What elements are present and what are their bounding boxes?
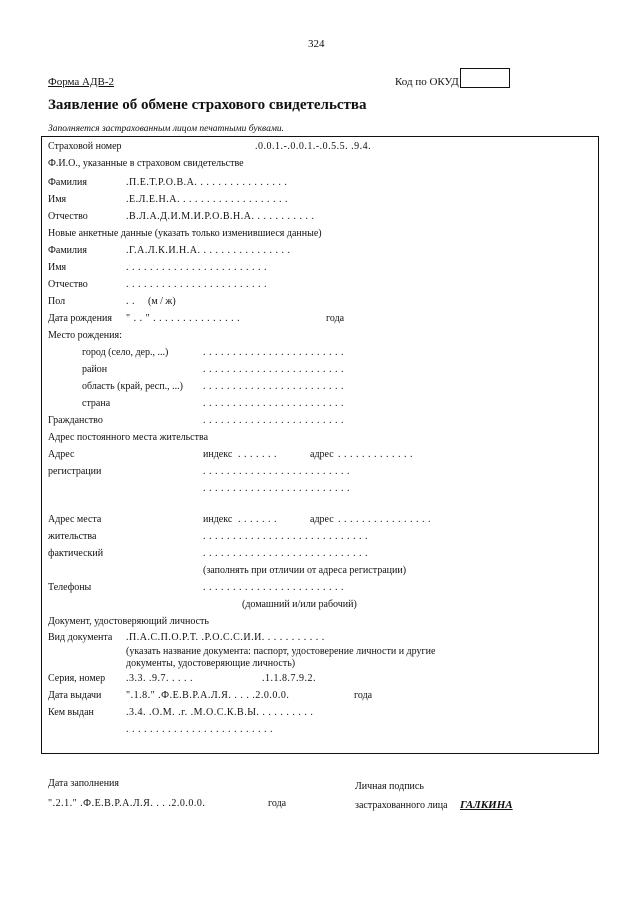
signature-field[interactable]: ГАЛКИНА bbox=[460, 799, 513, 811]
act-address-label-2: жительства bbox=[48, 531, 97, 542]
reg-index-label: индекс bbox=[203, 449, 233, 460]
birth-date-label: Дата рождения bbox=[48, 313, 112, 324]
act-address-hint: (заполнять при отличии от адреса регистрации) bbox=[203, 565, 407, 576]
doc-type-hint-2: документы, удостоверяющие личность) bbox=[126, 658, 296, 669]
insurance-number-field[interactable]: .0.0.1.-.0.0.1.-.0.5.5. .9.4. bbox=[255, 141, 372, 152]
signature-label: Личная подпись bbox=[355, 781, 424, 792]
act-index-label: индекс bbox=[203, 514, 233, 525]
fill-date-field[interactable]: ".2.1." .Ф.Е.В.Р.А.Л.Я. . . .2.0.0.0. bbox=[48, 798, 206, 809]
birth-date-field[interactable]: " . . " . . . . . . . . . . . . . . . bbox=[126, 313, 241, 324]
new-data-heading: Новые анкетные данные (указать только изменившиеся данные) bbox=[48, 228, 322, 239]
okud-code-box[interactable] bbox=[460, 68, 510, 88]
issuer-line-2[interactable]: . . . . . . . . . . . . . . . . . . . . . . . . . bbox=[126, 724, 273, 735]
sex-label: Пол bbox=[48, 296, 66, 307]
new-patronymic-label: Отчество bbox=[48, 279, 88, 290]
act-addr-line-2[interactable]: . . . . . . . . . . . . . . . . . . . . . . . . . . . . bbox=[203, 548, 368, 559]
birth-district-label: район bbox=[82, 364, 108, 375]
reg-index-field[interactable]: . . . . . . . bbox=[238, 449, 277, 460]
issuer-field[interactable]: .3.4. .О.М. .г. .М.О.С.К.В.Ы. . . . . . . . . . bbox=[126, 707, 314, 718]
new-name-field[interactable]: . . . . . . . . . . . . . . . . . . . . . . . . bbox=[126, 262, 267, 273]
doc-type-label: Вид документа bbox=[48, 632, 113, 643]
act-address-label: Адрес места bbox=[48, 514, 102, 525]
series-field[interactable]: .3.3. .9.7. . . . . bbox=[126, 673, 193, 684]
fio-heading: Ф.И.О., указанные в страховом свидетельстве bbox=[48, 158, 244, 169]
sex-hint: (м / ж) bbox=[148, 296, 176, 307]
doc-type-field[interactable]: .П.А.С.П.О.Р.Т. .Р.О.С.С.И.И. . . . . . . . . . . bbox=[126, 632, 325, 643]
old-patronymic-label: Отчество bbox=[48, 211, 88, 222]
permanent-address-heading: Адрес постоянного места жительства bbox=[48, 432, 209, 443]
birthplace-heading: Место рождения: bbox=[48, 330, 122, 341]
issue-date-suffix: года bbox=[354, 690, 373, 701]
form-label: Форма АДВ-2 bbox=[48, 76, 114, 88]
issue-date-label: Дата выдачи bbox=[48, 690, 102, 701]
phones-hint: (домашний и/или рабочий) bbox=[242, 599, 357, 610]
new-surname-label: Фамилия bbox=[48, 245, 87, 256]
reg-addr-label: адрес bbox=[310, 449, 334, 460]
birth-country-label: страна bbox=[82, 398, 111, 409]
reg-addr-line-1[interactable]: . . . . . . . . . . . . . . . . . . . . . . . . . bbox=[203, 466, 350, 477]
signature-label-2: застрахованного лица bbox=[355, 800, 448, 811]
old-patronymic-field[interactable]: .В.Л.А.Д.И.М.И.Р.О.В.Н.А. . . . . . . . . . . bbox=[126, 211, 315, 222]
phones-field[interactable]: . . . . . . . . . . . . . . . . . . . . . . . . bbox=[203, 582, 344, 593]
old-surname-field[interactable]: .П.Е.Т.Р.О.В.А. . . . . . . . . . . . . . . . bbox=[126, 177, 288, 188]
birth-district-field[interactable]: . . . . . . . . . . . . . . . . . . . . . . . . bbox=[203, 364, 344, 375]
sex-field[interactable]: . . bbox=[126, 296, 135, 307]
birth-country-field[interactable]: . . . . . . . . . . . . . . . . . . . . . . . . bbox=[203, 398, 344, 409]
birth-city-field[interactable]: . . . . . . . . . . . . . . . . . . . . . . . . bbox=[203, 347, 344, 358]
old-name-field[interactable]: .Е.Л.Е.Н.А. . . . . . . . . . . . . . . . . . . bbox=[126, 194, 288, 205]
reg-addr-field[interactable]: . . . . . . . . . . . . . bbox=[338, 449, 413, 460]
page-number: 324 bbox=[308, 38, 325, 50]
act-addr-field[interactable]: . . . . . . . . . . . . . . . . bbox=[338, 514, 431, 525]
reg-addr-line-2[interactable]: . . . . . . . . . . . . . . . . . . . . . . . . . bbox=[203, 483, 350, 494]
phones-label: Телефоны bbox=[48, 582, 92, 593]
citizenship-field[interactable]: . . . . . . . . . . . . . . . . . . . . . . . . bbox=[203, 415, 344, 426]
issue-date-field[interactable]: ".1.8." .Ф.Е.В.Р.А.Л.Я. . . . .2.0.0.0. bbox=[126, 690, 290, 701]
act-index-field[interactable]: . . . . . . . bbox=[238, 514, 277, 525]
act-addr-line-1[interactable]: . . . . . . . . . . . . . . . . . . . . . . . . . . . . bbox=[203, 531, 368, 542]
birth-city-label: город (село, дер., ...) bbox=[82, 347, 169, 358]
okud-label: Код по ОКУД bbox=[395, 76, 459, 88]
new-surname-field[interactable]: .Г.А.Л.К.И.Н.А. . . . . . . . . . . . . . . . bbox=[126, 245, 291, 256]
series-label: Серия, номер bbox=[48, 673, 106, 684]
reg-address-label: Адрес bbox=[48, 449, 75, 460]
act-address-label-3: фактический bbox=[48, 548, 104, 559]
citizenship-label: Гражданство bbox=[48, 415, 103, 426]
birth-date-suffix: года bbox=[326, 313, 345, 324]
id-doc-heading: Документ, удостоверяющий личность bbox=[48, 616, 209, 627]
form-subtitle: Заполняется застрахованным лицом печатными буквами. bbox=[48, 124, 285, 134]
act-addr-label: адрес bbox=[310, 514, 334, 525]
birth-region-label: область (край, респ., ...) bbox=[82, 381, 183, 392]
new-patronymic-field[interactable]: . . . . . . . . . . . . . . . . . . . . . . . . bbox=[126, 279, 267, 290]
fill-date-label: Дата заполнения bbox=[48, 778, 119, 789]
birth-region-field[interactable]: . . . . . . . . . . . . . . . . . . . . . . . . bbox=[203, 381, 344, 392]
new-name-label: Имя bbox=[48, 262, 67, 273]
old-name-label: Имя bbox=[48, 194, 67, 205]
old-surname-label: Фамилия bbox=[48, 177, 87, 188]
insurance-label: Страховой номер bbox=[48, 141, 122, 152]
form-title: Заявление об обмене страхового свидетельства bbox=[48, 97, 367, 113]
doc-type-hint-1: (указать название документа: паспорт, удостоверение личности и другие bbox=[126, 646, 436, 657]
doc-number-field[interactable]: .1.1.8.7.9.2. bbox=[262, 673, 316, 684]
reg-address-label-2: регистрации bbox=[48, 466, 102, 477]
fill-date-suffix: года bbox=[268, 798, 287, 809]
issuer-label: Кем выдан bbox=[48, 707, 94, 718]
